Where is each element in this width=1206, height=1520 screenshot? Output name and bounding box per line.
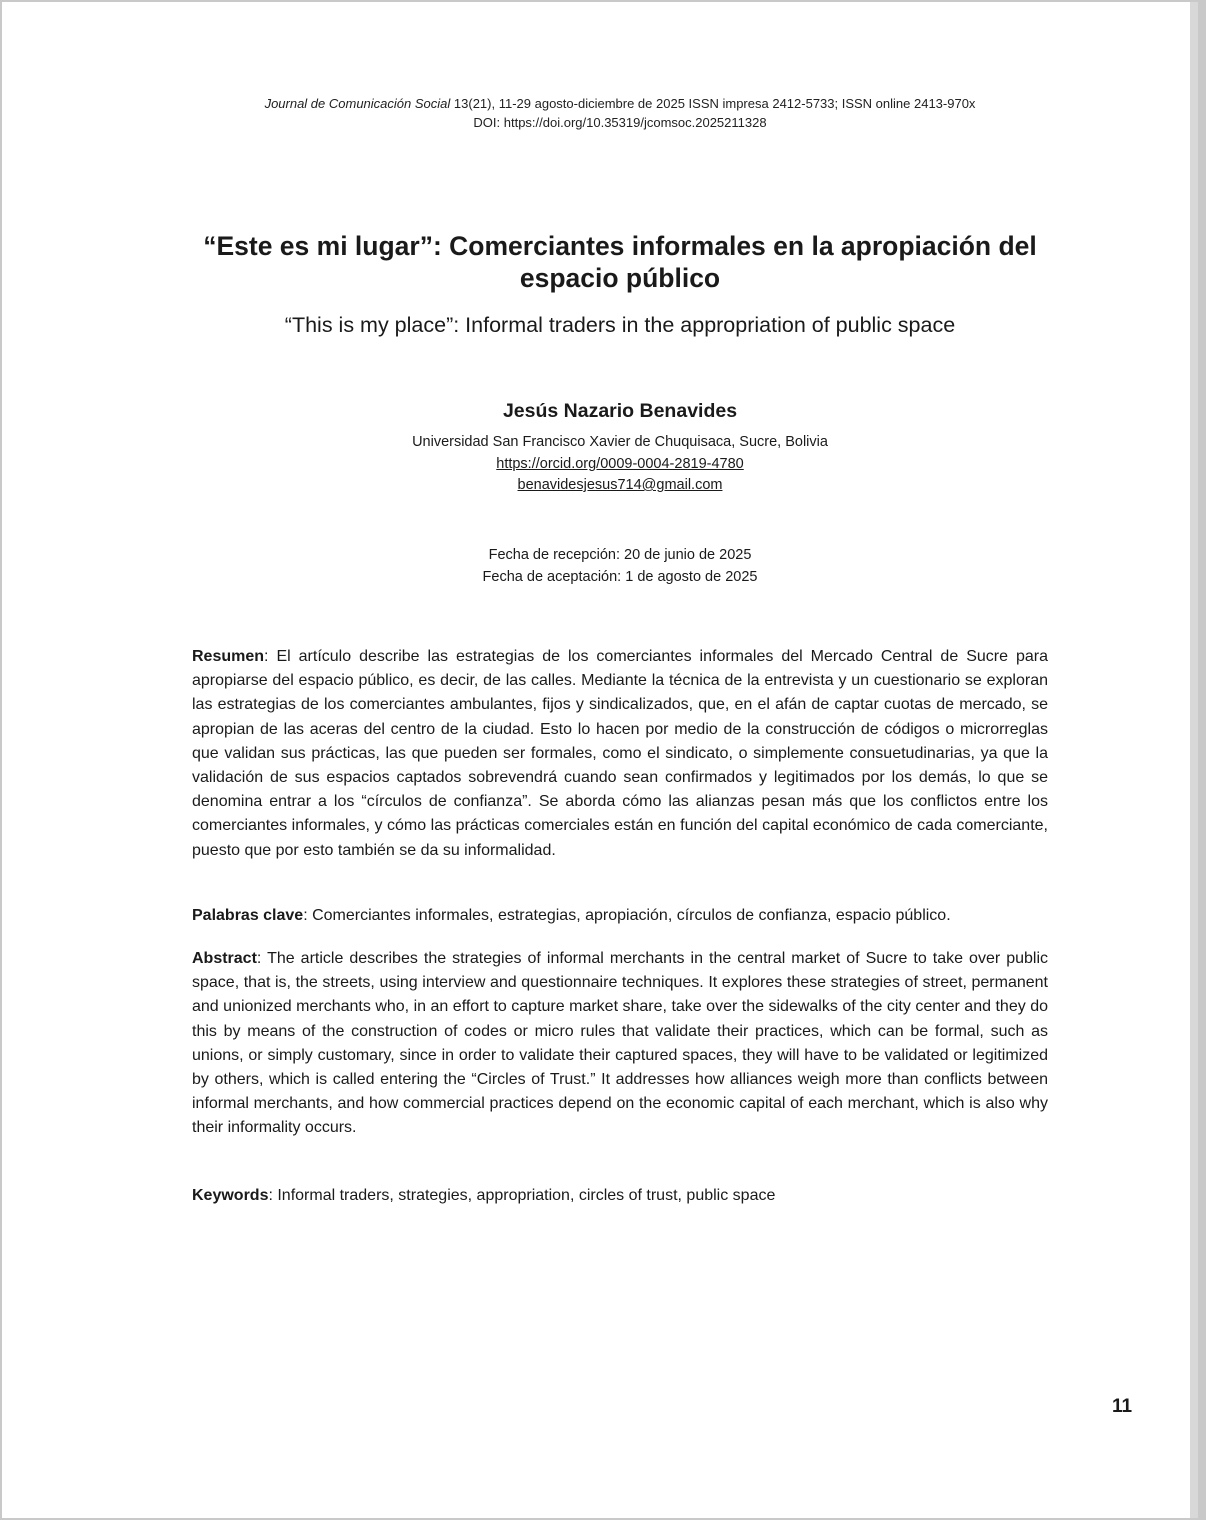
article-title: “Este es mi lugar”: Comerciantes informales en la apropiación del espacio público (203, 231, 1037, 293)
received-date: Fecha de recepción: 20 de junio de 2025 (488, 547, 752, 563)
resumen-paragraph (192, 645, 1048, 863)
abstract-label: Abstract (192, 950, 257, 967)
journal-name: Journal de Comunicación Social (264, 96, 451, 111)
accepted-date: Fecha de aceptación: 1 de agosto de 2025 (482, 569, 758, 585)
palabras-clave-text: : Comerciantes informales, estrategias, apropiación, círculos de confianza, espacio público. (303, 907, 951, 924)
keywords-label: Keywords (192, 1187, 269, 1204)
journal-doi: DOI: https://doi.org/10.35319/jcomsoc.2025211328 (473, 115, 767, 130)
journal-citation: 13(21), 11-29 agosto-diciembre de 2025 ISSN impresa 2412-5733; ISSN online 2413-970x (453, 96, 976, 111)
article-dates (302, 544, 938, 588)
article-subtitle: “This is my place”: Informal traders in the appropriation of public space (284, 313, 956, 337)
abstract-paragraph (192, 947, 1048, 1141)
orcid-link[interactable]: https://orcid.org/0009-0004-2819-4780 (496, 455, 744, 472)
journal-citation-line (2, 94, 1206, 113)
author-affiliation: Universidad San Francisco Xavier de Chuquisaca, Sucre, Bolivia (412, 434, 828, 450)
keywords-text: : Informal traders, strategies, appropriation, circles of trust, public space (268, 1187, 776, 1204)
page-number: 11 (1112, 1396, 1133, 1417)
palabras-clave-paragraph (192, 904, 1048, 928)
journal-header (2, 94, 1206, 132)
email-link[interactable]: benavidesjesus714@gmail.com (517, 477, 723, 493)
abstract-text: : The article describes the strategies of informal merchants in the central market of Sucre to take over public space, that is, the streets, using interview and questionnaire techniques. It explores these strategies of street, permanent and unionized merchants who, in an effort to capture market share, take over the sidewalks of the city center and they do this by means of the construction of codes or micro rules that validate their practices, which can be formal, such as unions, or simply customary, since in order to validate their captured spaces, they will have to be validated or legitimized by others, which is called entering the “Circles of Trust.” It addresses how alliances weigh more than conflicts between informal merchants, and how commercial practices depend on the economic capital of each merchant, which is also why their informality occurs. (192, 950, 1048, 1137)
keywords-paragraph (192, 1184, 1048, 1208)
document-page (2, 2, 1198, 1518)
author-details (302, 432, 938, 497)
resumen-label: Resumen (192, 648, 265, 665)
author-name: Jesús Nazario Benavides (502, 400, 738, 422)
resumen-text: : El artículo describe las estrategias de los comerciantes informales del Mercado Central de Sucre para apropiarse del espacio público, es decir, de las calles. Mediante la técnica de la entrevista y un cuestionario se exploran las estrategias de los comerciantes ambulantes, fijos y sindicalizados, que, en el afán de captar cuotas de mercado, se apropian de las aceras del centro de la ciudad. Esto lo hacen por medio de la construcción de códigos o microrreglas que validan sus prácticas, las que pueden ser formales, como el sindicato, o simplemente consuetudinarias, ya que la validación de sus espacios captados sobrevendrá cuando sean confirmados y legitimados por los demás, lo que se denomina entrar a los “círculos de confianza”. Se aborda cómo las alianzas pesan más que los conflictos entre los comerciantes informales, y cómo las prácticas comerciales están en función del capital económico de cada comerciante, puesto que por esto también se da su informalidad. (192, 648, 1048, 859)
palabras-clave-label: Palabras clave (192, 907, 304, 924)
